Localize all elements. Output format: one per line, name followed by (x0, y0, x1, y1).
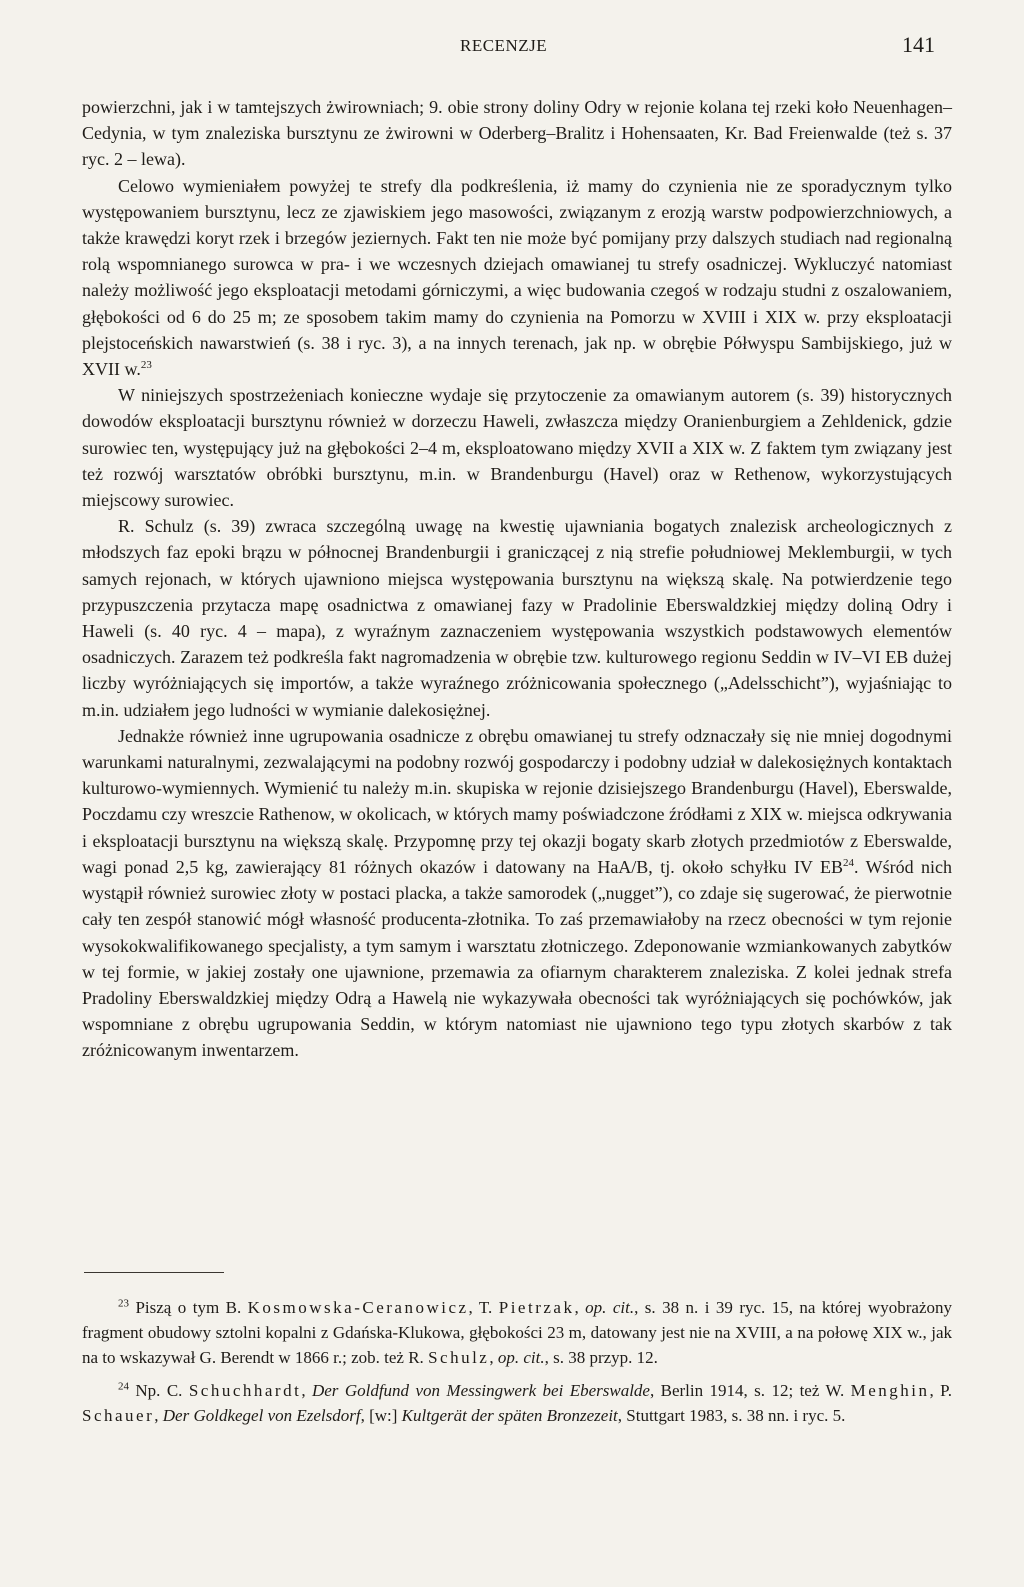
footnote-text: , P. (929, 1381, 953, 1401)
footnote (82, 1379, 952, 1429)
footnote-reference: 24 (843, 856, 855, 869)
paragraph-text-continued: . Wśród nich wystąpił również surowiec złoty w postaci placka, a także samorodek („nugget”), co zdaje się sugerować, że pierwotnie cały ten zespół stanowić mógł własność producenta-złotnika. To zaś przemawiałoby na rzecz obecności w tym rejonie wysokokwalifikowanego specjalisty, a tym samym i warsztatu złotniczego. Zdeponowanie wzmiankowanych zabytków w tej formie, w jakiej zostały one ujawnione, przemawia za ofiarnym charakterem znaleziska. Z kolei jednak strefa Pradoliny Eberswaldzkiej między Odrą a Hawelą nie wykazywała obecności tak wyróżniających się pochówków, jak wspomniane z obrębu ugrupowania Seddin, w którym natomiast nie ujawniono tego typu złotych skarbów z tak zróżnicowanym inwentarzem. (82, 856, 953, 1061)
footnote-text: , (154, 1406, 163, 1426)
citation-title: op. cit. (585, 1298, 635, 1317)
footnote-reference: 23 (140, 359, 152, 372)
footnotes (82, 1296, 952, 1438)
body-paragraph (82, 723, 952, 1064)
author-name: Schulz (428, 1347, 490, 1367)
author-name: Pietrzak (498, 1298, 575, 1317)
body-paragraph (82, 382, 952, 513)
footnote-text: , Berlin 1914, s. 12; też W. (649, 1381, 851, 1401)
footnote-text: , T. (468, 1298, 499, 1317)
footnote-text: Piszą o tym B. (135, 1298, 248, 1317)
footnote-divider (84, 1272, 224, 1273)
citation-title: op. cit. (497, 1347, 545, 1367)
footnote-text: , (489, 1347, 498, 1367)
page-header (0, 32, 1024, 62)
author-name: Kosmowska-Ceranowicz (247, 1298, 469, 1317)
citation-title: Der Goldkegel von Ezelsdorf (162, 1406, 361, 1426)
footnote-text: , s. 38 przyp. 12. (544, 1347, 658, 1367)
footnote-text: , Stuttgart 1983, s. 38 nn. i ryc. 5. (617, 1406, 846, 1426)
body-paragraph (82, 513, 952, 723)
footnote-text: , [w:] (360, 1406, 402, 1426)
footnote-text: , (574, 1298, 586, 1317)
author-name: Schuchhardt (188, 1381, 302, 1401)
author-name: Schauer (82, 1406, 155, 1426)
body-paragraph (82, 94, 952, 173)
paragraph-text: W niniejszych spostrzeżeniach konieczne wydaje się przytoczenie za omawianym autorem (s. 39) historycznych dowodów eksploatacji bursztynu również w dorzeczu Haweli, zwłaszcza między Oranienburgiem a Zehldenick, gdzie surowiec ten, występujący już na głębokości 2–4 m, eksploatowano między XVII a XIX w. Z faktem tym związany jest też rozwój warsztatów obróbki bursztynu, m.in. w Brandenburgu (Havel) oraz w Rethenow, wykorzystujących miejscowy surowiec. (82, 385, 952, 511)
paragraph-text: powierzchni, jak i w tamtejszych żwirowniach; 9. obie strony doliny Odry w rejonie kolana tej rzeki koło Neuenhagen–Cedynia, w tym znaleziska bursztynu ze żwirowni w Oderberg–Bralitz i Hohensaaten, Kr. Bad Freienwalde (też s. 37 ryc. 2 – lewa). (82, 97, 952, 170)
body-paragraph (82, 173, 952, 383)
author-name: Menghin (850, 1381, 930, 1401)
footnote-text: Np. C. (135, 1381, 189, 1401)
footnote-text: , s. 38 n. i 39 ryc. 15, na której wyobrażony fragment obudowy sztolni kopalni z Gdańska-Klukowa, głębokości 23 m, datowany jest nie na XVIII, a na połowę XIX w., jak na to wskazywał G. Berendt w 1866 r.; zob. też R. (82, 1298, 953, 1367)
footnote (82, 1296, 952, 1370)
running-head: RECENZJE (460, 36, 548, 55)
footnote-text: , (301, 1381, 312, 1401)
body-text (82, 94, 952, 1064)
footnote-number: 24 (118, 1380, 129, 1393)
page-number: 141 (902, 32, 935, 57)
citation-title: Der Goldfund von Messingwerk bei Eberswalde (311, 1381, 650, 1401)
citation-title: Kultgerät der späten Bronzezeit (401, 1406, 618, 1426)
paragraph-text: Jednakże również inne ugrupowania osadnicze z obrębu omawianej tu strefy odznaczały się nie mniej dogodnymi warunkami naturalnymi, zezwalającymi na podobny rozwój gospodarczy i podobny udział w dalekosiężnych kontaktach kulturowo-wymiennych. Wymienić tu należy m.in. skupiska w rejonie dzisiejszego Brandenburgu (Havel), Eberswalde, Poczdamu czy wreszcie Rathenow, w okolicach, w których mamy poświadczone źródłami z XIX w. miejsca odkrywania i eksploatacji bursztynu na większą skalę. Przypomnę przy tej okazji bogaty skarb złotych przedmiotów z Eberswalde, wagi ponad 2,5 kg, zawierający 81 różnych okazów i datowany na HaA/B, tj. około schyłku IV EB (82, 725, 952, 877)
paragraph-text: R. Schulz (s. 39) zwraca szczególną uwagę na kwestię ujawniania bogatych znalezisk archeologicznych z młodszych faz epoki brązu w północnej Brandenburgii i graniczącej z nią strefie południowej Meklemburgii, w tych samych rejonach, w których ujawniono miejsca występowania bursztynu na większą skalę. Na potwierdzenie tego przypuszczenia przytacza mapę osadnictwa z omawianej fazy w Pradolinie Eberswaldzkiej między doliną Odry i Haweli (s. 40 ryc. 4 – mapa), z wyraźnym zaznaczeniem występowania wszystkich podstawowych elementów osadniczych. Zarazem też podkreśla fakt nagromadzenia w obrębie tzw. kulturowego regionu Seddin w IV–VI EB dużej liczby wyróżniających się importów, a także wyraźnego zróżnicowania społecznego („Adelsschicht”), wyjaśniając to m.in. udziałem jego ludności w wymianie dalekosiężnej. (82, 516, 952, 720)
paragraph-text: Celowo wymieniałem powyżej te strefy dla podkreślenia, iż mamy do czynienia nie ze sporadycznym tylko występowaniem bursztynu, lecz ze zjawiskiem jego masowości, związanym z erozją warstw podpowierzchniowych, a także krawędzi koryt rzek i brzegów jeziernych. Fakt ten nie może być pomijany przy dalszych studiach nad regionalną rolą wspomnianego surowca w pra- i we wczesnych dziejach omawianej tu strefy osadniczej. Wykluczyć natomiast należy możliwość jego eksploatacji metodami górniczymi, a więc budowania czegoś w rodzaju studni z oszalowaniem, głębokości od 6 do 25 m; ze sposobem takim mamy do czynienia na Pomorzu w XVIII i XIX w. przy eksploatacji plejstoceńskich nawarstwień (s. 38 i ryc. 3), a na innych terenach, jak np. w obrębie Półwyspu Sambijskiego, już w XVII w. (82, 175, 952, 380)
footnote-number: 23 (118, 1297, 129, 1310)
